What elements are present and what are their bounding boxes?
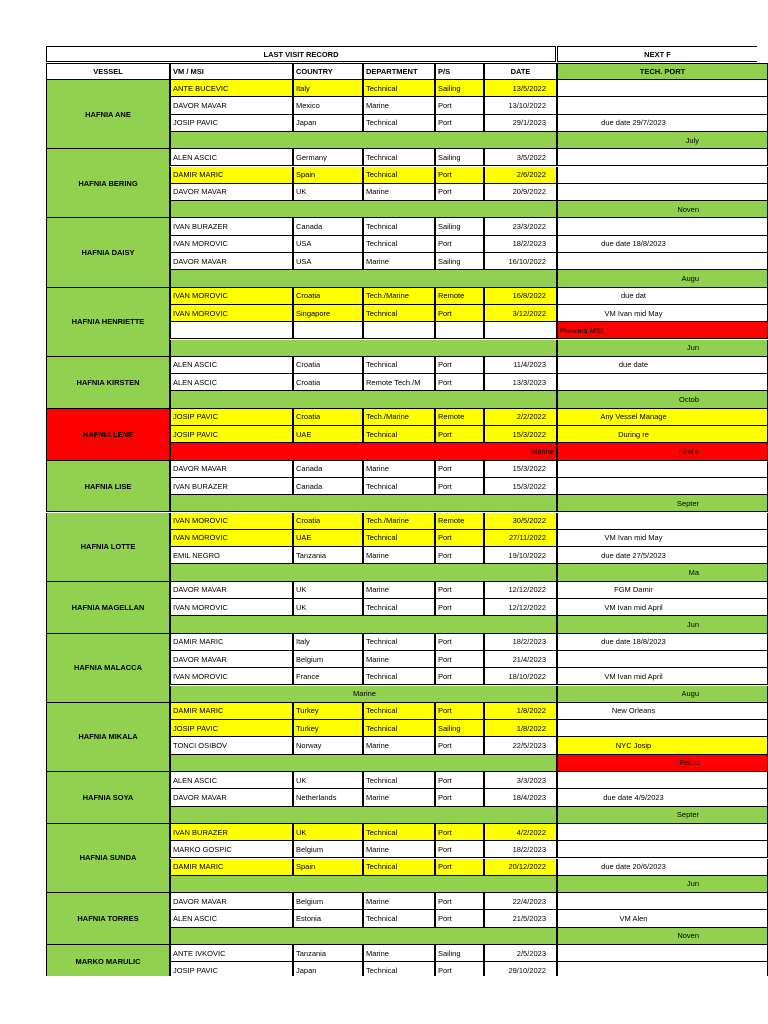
next-visit-month[interactable]: Jun xyxy=(557,616,768,633)
vm-msi-cell[interactable]: JOSIP PAVIC xyxy=(170,115,293,132)
department-cell[interactable]: Technical xyxy=(363,218,435,235)
column-header-ps: P/S xyxy=(435,63,484,80)
ps-cell[interactable] xyxy=(435,322,484,339)
ps-cell[interactable]: Port xyxy=(435,772,484,789)
next-visit-month[interactable]: Febru xyxy=(557,755,768,772)
country-cell[interactable]: Spain xyxy=(293,859,363,876)
date-cell[interactable]: 21/5/2023 xyxy=(484,910,557,927)
ps-cell[interactable]: Port xyxy=(435,841,484,858)
department-cell[interactable]: Technical xyxy=(363,357,435,374)
ps-cell[interactable]: Remote xyxy=(435,513,484,530)
department-cell[interactable]: Technical xyxy=(363,910,435,927)
next-visit-cell[interactable]: due date 27/5/2023 xyxy=(557,547,768,564)
vm-msi-cell[interactable]: IVAN MOROVIC xyxy=(170,513,293,530)
vm-msi-cell[interactable]: JOSIP PAVIC xyxy=(170,426,293,443)
next-visit-cell[interactable] xyxy=(557,97,768,114)
department-cell[interactable]: Marine xyxy=(363,461,435,478)
ps-cell[interactable]: Port xyxy=(435,703,484,720)
country-cell[interactable]: Germany xyxy=(293,149,363,166)
next-visit-cell[interactable]: due date 29/7/2023 xyxy=(557,115,768,132)
country-cell[interactable]: Japan xyxy=(293,115,363,132)
date-cell[interactable]: 30/5/2022 xyxy=(484,513,557,530)
vm-msi-cell[interactable]: DAVOR MAVAR xyxy=(170,97,293,114)
next-visit-cell[interactable] xyxy=(557,841,768,858)
date-cell[interactable]: 22/4/2023 xyxy=(484,893,557,910)
country-cell[interactable]: Japan xyxy=(293,962,363,976)
department-cell[interactable]: Tech./Marine xyxy=(363,409,435,426)
country-cell[interactable]: Estonia xyxy=(293,910,363,927)
next-visit-cell[interactable]: FGM Damir xyxy=(557,582,768,599)
vessel-footer-bar[interactable] xyxy=(170,807,557,824)
vm-msi-cell[interactable]: IVAN MOROVIC xyxy=(170,599,293,616)
vm-msi-cell[interactable]: DAMIR MARIC xyxy=(170,634,293,651)
vessel-name[interactable]: HAFNIA KIRSTEN xyxy=(46,357,170,409)
country-cell[interactable]: Belgium xyxy=(293,651,363,668)
next-visit-cell[interactable]: due date 18/8/2023 xyxy=(557,236,768,253)
vm-msi-cell[interactable]: DAVOR MAVAR xyxy=(170,893,293,910)
country-cell[interactable]: Croatia xyxy=(293,513,363,530)
date-cell[interactable]: 11/4/2023 xyxy=(484,357,557,374)
country-cell[interactable]: UAE xyxy=(293,530,363,547)
vessel-footer-bar[interactable]: Marine xyxy=(170,686,557,703)
next-visit-cell[interactable] xyxy=(557,374,768,391)
ps-cell[interactable]: Remote xyxy=(435,409,484,426)
department-cell[interactable]: Technical xyxy=(363,668,435,685)
vessel-name[interactable]: HAFNIA MIKALA xyxy=(46,703,170,772)
next-visit-cell[interactable] xyxy=(557,80,768,97)
vm-msi-cell[interactable]: JOSIP PAVIC xyxy=(170,962,293,976)
country-cell[interactable]: Mexico xyxy=(293,97,363,114)
next-visit-cell[interactable] xyxy=(557,824,768,841)
department-cell[interactable]: Marine xyxy=(363,789,435,806)
country-cell[interactable]: USA xyxy=(293,236,363,253)
vm-msi-cell[interactable]: EMIL NEGRO xyxy=(170,547,293,564)
next-visit-cell[interactable] xyxy=(557,772,768,789)
vm-msi-cell[interactable]: IVAN BURAZER xyxy=(170,824,293,841)
date-cell[interactable]: 2/5/2023 xyxy=(484,945,557,962)
next-visit-cell[interactable] xyxy=(557,149,768,166)
country-cell[interactable]: UK xyxy=(293,772,363,789)
date-cell[interactable]: 3/3/2023 xyxy=(484,772,557,789)
department-cell[interactable]: Marine xyxy=(363,841,435,858)
ps-cell[interactable]: Port xyxy=(435,184,484,201)
ps-cell[interactable]: Port xyxy=(435,668,484,685)
department-cell[interactable]: Technical xyxy=(363,478,435,495)
department-cell[interactable]: Technical xyxy=(363,115,435,132)
date-cell[interactable]: 3/5/2022 xyxy=(484,149,557,166)
department-cell[interactable]: Marine xyxy=(363,97,435,114)
next-visit-month[interactable]: Octob xyxy=(557,391,768,408)
next-visit-cell[interactable] xyxy=(557,962,768,976)
date-cell[interactable]: 29/10/2022 xyxy=(484,962,557,976)
vm-msi-cell[interactable]: JOSIP PAVIC xyxy=(170,409,293,426)
next-visit-cell[interactable]: During re xyxy=(557,426,768,443)
ps-cell[interactable]: Sailing xyxy=(435,80,484,97)
next-visit-cell[interactable]: VM Alen xyxy=(557,910,768,927)
next-visit-cell[interactable] xyxy=(557,651,768,668)
date-cell[interactable]: 18/2/2023 xyxy=(484,236,557,253)
department-cell[interactable]: Technical xyxy=(363,599,435,616)
next-visit-cell[interactable] xyxy=(557,218,768,235)
date-cell[interactable]: 18/2/2023 xyxy=(484,841,557,858)
vessel-footer-bar[interactable] xyxy=(170,928,557,945)
ps-cell[interactable]: Port xyxy=(435,910,484,927)
date-cell[interactable]: 18/10/2022 xyxy=(484,668,557,685)
date-cell[interactable]: 21/4/2023 xyxy=(484,651,557,668)
ps-cell[interactable]: Sailing xyxy=(435,945,484,962)
next-visit-cell[interactable]: VM Ivan mid May xyxy=(557,530,768,547)
department-cell[interactable]: Marine xyxy=(363,547,435,564)
vm-msi-cell[interactable]: IVAN MOROVIC xyxy=(170,530,293,547)
next-visit-cell[interactable] xyxy=(557,893,768,910)
vm-msi-cell[interactable]: IVAN MOROVIC xyxy=(170,668,293,685)
vm-msi-cell[interactable]: DAVOR MAVAR xyxy=(170,789,293,806)
next-visit-cell[interactable] xyxy=(557,461,768,478)
vm-msi-cell[interactable]: ALEN ASCIC xyxy=(170,357,293,374)
vessel-footer-bar[interactable] xyxy=(170,270,557,287)
country-cell[interactable]: Spain xyxy=(293,167,363,184)
vessel-footer-bar[interactable] xyxy=(170,132,557,149)
department-cell[interactable]: Marine xyxy=(363,184,435,201)
next-visit-month[interactable]: Jun xyxy=(557,340,768,357)
last-visit-record-title: LAST VISIT RECORD xyxy=(46,46,556,62)
next-visit-cell[interactable]: due date xyxy=(557,357,768,374)
department-cell[interactable]: Remote Tech./M xyxy=(363,374,435,391)
vm-msi-cell[interactable]: DAVOR MAVAR xyxy=(170,651,293,668)
column-header-department: DEPARTMENT xyxy=(363,63,435,80)
next-visit-cell[interactable] xyxy=(557,945,768,962)
vessel-footer-bar[interactable] xyxy=(170,201,557,218)
date-cell[interactable]: 22/5/2023 xyxy=(484,737,557,754)
column-header-vessel: VESSEL xyxy=(46,63,170,80)
next-visit-month[interactable]: July xyxy=(557,132,768,149)
department-cell[interactable]: Technical xyxy=(363,859,435,876)
country-cell[interactable]: Italy xyxy=(293,80,363,97)
vm-msi-cell[interactable]: TONCI OSIBOV xyxy=(170,737,293,754)
ps-cell[interactable]: Remote xyxy=(435,288,484,305)
vessel-name[interactable]: HAFNIA SOYA xyxy=(46,772,170,824)
ps-cell[interactable]: Port xyxy=(435,357,484,374)
vm-msi-cell[interactable]: DAVOR MAVAR xyxy=(170,582,293,599)
department-cell[interactable]: Technical xyxy=(363,530,435,547)
vessel-name[interactable]: HAFNIA DAISY xyxy=(46,218,170,287)
country-cell[interactable]: Croatia xyxy=(293,288,363,305)
department-cell[interactable]: Marine xyxy=(363,651,435,668)
column-header-vm_msi: VM / MSI xyxy=(170,63,293,80)
next-visit-cell[interactable]: New Orleans xyxy=(557,703,768,720)
vessel-footer-bar[interactable] xyxy=(170,340,557,357)
vm-msi-cell[interactable]: JOSIP PAVIC xyxy=(170,720,293,737)
vm-msi-cell[interactable]: ALEN ASCIC xyxy=(170,374,293,391)
ps-cell[interactable]: Sailing xyxy=(435,218,484,235)
vm-msi-cell[interactable]: DAVOR MAVAR xyxy=(170,253,293,270)
next-visit-month[interactable]: Septer xyxy=(557,807,768,824)
vessel-footer-bar[interactable] xyxy=(170,616,557,633)
country-cell[interactable]: Tanzania xyxy=(293,547,363,564)
ps-cell[interactable]: Port xyxy=(435,789,484,806)
country-cell[interactable]: Croatia xyxy=(293,357,363,374)
date-cell[interactable]: 19/10/2022 xyxy=(484,547,557,564)
department-cell[interactable]: Tech./Marine xyxy=(363,513,435,530)
date-cell[interactable] xyxy=(484,322,557,339)
ps-cell[interactable]: Port xyxy=(435,547,484,564)
country-cell[interactable]: Tanzania xyxy=(293,945,363,962)
next-visit-cell[interactable]: due dat xyxy=(557,288,768,305)
ps-cell[interactable]: Port xyxy=(435,824,484,841)
next-visit-month[interactable]: Noven xyxy=(557,928,768,945)
department-cell[interactable]: Technical xyxy=(363,167,435,184)
ps-cell[interactable]: Port xyxy=(435,115,484,132)
vm-msi-cell[interactable]: ALEN ASCIC xyxy=(170,149,293,166)
vessel-footer-bar[interactable] xyxy=(170,564,557,581)
department-cell[interactable]: Technical xyxy=(363,426,435,443)
country-cell[interactable]: Canada xyxy=(293,218,363,235)
date-cell[interactable]: 18/4/2023 xyxy=(484,789,557,806)
vm-msi-cell[interactable]: DAMIR MARIC xyxy=(170,703,293,720)
country-cell[interactable]: Norway xyxy=(293,737,363,754)
next-visit-cell[interactable] xyxy=(557,253,768,270)
department-cell[interactable]: Tech./Marine xyxy=(363,288,435,305)
date-cell[interactable]: 29/1/2023 xyxy=(484,115,557,132)
department-cell[interactable]: Technical xyxy=(363,772,435,789)
next-visit-cell[interactable]: due date 20/6/2023 xyxy=(557,859,768,876)
country-cell[interactable]: UK xyxy=(293,184,363,201)
vm-msi-cell[interactable]: ANTE BUCEVIC xyxy=(170,80,293,97)
vm-msi-cell[interactable]: IVAN MOROVIC xyxy=(170,288,293,305)
vm-msi-cell[interactable]: IVAN MOROVIC xyxy=(170,236,293,253)
vm-msi-cell[interactable]: IVAN MOROVIC xyxy=(170,305,293,322)
vm-msi-cell[interactable]: DAMIR MARIC xyxy=(170,167,293,184)
department-cell[interactable]: Technical xyxy=(363,824,435,841)
date-cell[interactable]: 13/3/2023 xyxy=(484,374,557,391)
date-cell[interactable]: 23/3/2022 xyxy=(484,218,557,235)
department-cell[interactable]: Technical xyxy=(363,305,435,322)
ps-cell[interactable]: Port xyxy=(435,737,484,754)
next-visit-cell[interactable]: Planned MSI xyxy=(557,322,768,339)
country-cell[interactable]: Croatia xyxy=(293,374,363,391)
country-cell[interactable]: Italy xyxy=(293,634,363,651)
ps-cell[interactable]: Port xyxy=(435,478,484,495)
vm-msi-cell[interactable]: ALEN ASCIC xyxy=(170,910,293,927)
date-cell[interactable]: 20/9/2022 xyxy=(484,184,557,201)
date-cell[interactable]: 12/12/2022 xyxy=(484,582,557,599)
country-cell[interactable]: UK xyxy=(293,582,363,599)
country-cell[interactable]: UAE xyxy=(293,426,363,443)
next-visit-cell[interactable] xyxy=(557,184,768,201)
ps-cell[interactable]: Port xyxy=(435,962,484,976)
ps-cell[interactable]: Port xyxy=(435,167,484,184)
ps-cell[interactable]: Port xyxy=(435,426,484,443)
vessel-footer-bar[interactable] xyxy=(170,391,557,408)
next-visit-cell[interactable] xyxy=(557,478,768,495)
department-cell[interactable]: Technical xyxy=(363,720,435,737)
vessel-name[interactable]: HAFNIA LISE xyxy=(46,461,170,513)
department-cell[interactable]: Technical xyxy=(363,703,435,720)
ps-cell[interactable]: Port xyxy=(435,582,484,599)
date-cell[interactable]: 3/12/2022 xyxy=(484,305,557,322)
date-cell[interactable]: 1/8/2022 xyxy=(484,703,557,720)
vessel-name[interactable]: HAFNIA TORRES xyxy=(46,893,170,945)
department-cell[interactable] xyxy=(363,322,435,339)
next-visit-cell[interactable] xyxy=(557,167,768,184)
vm-msi-cell[interactable]: DAVOR MAVAR xyxy=(170,184,293,201)
next-visit-month[interactable]: Augu xyxy=(557,686,768,703)
spreadsheet xyxy=(46,46,768,976)
department-cell[interactable]: Marine xyxy=(363,253,435,270)
next-visit-month[interactable]: First c xyxy=(557,443,768,460)
department-cell[interactable]: Technical xyxy=(363,962,435,976)
ps-cell[interactable]: Port xyxy=(435,374,484,391)
date-cell[interactable]: 20/12/2022 xyxy=(484,859,557,876)
vessel-name[interactable]: HAFNIA HENRIETTE xyxy=(46,288,170,357)
next-visit-month[interactable]: Augu xyxy=(557,270,768,287)
column-header-date: DATE xyxy=(484,63,557,80)
ps-cell[interactable]: Port xyxy=(435,634,484,651)
vm-msi-cell[interactable]: DAMIR MARIC xyxy=(170,859,293,876)
vessel-footer-bar[interactable] xyxy=(170,755,557,772)
department-cell[interactable]: Technical xyxy=(363,149,435,166)
vm-msi-cell[interactable]: IVAN BURAZER xyxy=(170,478,293,495)
column-header-country: COUNTRY xyxy=(293,63,363,80)
ps-cell[interactable]: Port xyxy=(435,530,484,547)
next-visit-cell[interactable]: due date 4/9/2023 xyxy=(557,789,768,806)
vm-msi-cell[interactable] xyxy=(170,322,293,339)
ps-cell[interactable]: Sailing xyxy=(435,720,484,737)
date-cell[interactable]: 16/10/2022 xyxy=(484,253,557,270)
vessel-name[interactable]: HAFNIA MAGELLAN xyxy=(46,582,170,634)
date-cell[interactable]: 13/10/2022 xyxy=(484,97,557,114)
vessel-name[interactable]: HAFNIA MALACCA xyxy=(46,634,170,703)
country-cell[interactable]: Netherlands xyxy=(293,789,363,806)
country-cell[interactable]: Canada xyxy=(293,461,363,478)
date-cell[interactable]: 18/2/2023 xyxy=(484,634,557,651)
vm-msi-cell[interactable]: IVAN BURAZER xyxy=(170,218,293,235)
date-cell[interactable]: 4/2/2022 xyxy=(484,824,557,841)
header-row-top xyxy=(46,46,766,63)
country-cell[interactable]: Turkey xyxy=(293,703,363,720)
date-cell[interactable]: 15/3/2022 xyxy=(484,461,557,478)
next-visit-cell[interactable]: VM Ivan mid May xyxy=(557,305,768,322)
country-cell[interactable]: Belgium xyxy=(293,893,363,910)
ps-cell[interactable]: Port xyxy=(435,599,484,616)
column-header-tech_port: TECH. PORT xyxy=(557,63,768,80)
department-cell[interactable]: Marine xyxy=(363,737,435,754)
department-cell[interactable]: Marine xyxy=(363,893,435,910)
next-visit-month[interactable]: Jun xyxy=(557,876,768,893)
country-cell[interactable]: UK xyxy=(293,824,363,841)
ps-cell[interactable]: Port xyxy=(435,461,484,478)
ps-cell[interactable]: Sailing xyxy=(435,253,484,270)
vessel-footer-bar[interactable] xyxy=(170,495,557,512)
department-cell[interactable]: Marine xyxy=(363,582,435,599)
vessel-footer-bar[interactable] xyxy=(170,876,557,893)
vm-msi-cell[interactable]: ANTE IVKOVIC xyxy=(170,945,293,962)
next-visit-cell[interactable]: Any Vessel Manage xyxy=(557,409,768,426)
vessel-name[interactable]: HAFNIA LOTTE xyxy=(46,513,170,582)
date-cell[interactable]: 15/3/2022 xyxy=(484,426,557,443)
department-cell[interactable]: Technical xyxy=(363,634,435,651)
country-cell[interactable]: France xyxy=(293,668,363,685)
date-cell[interactable]: 2/2/2022 xyxy=(484,409,557,426)
next-visit-month[interactable]: Septer xyxy=(557,495,768,512)
date-cell[interactable]: 1/8/2022 xyxy=(484,720,557,737)
date-cell[interactable]: 13/5/2022 xyxy=(484,80,557,97)
vessel-footer-bar[interactable]: Marine xyxy=(170,443,557,460)
next-visit-cell[interactable]: NYC Josip xyxy=(557,737,768,754)
next-visit-month[interactable]: Noven xyxy=(557,201,768,218)
vessel-name[interactable]: HAFNIA LENE xyxy=(46,409,170,461)
ps-cell[interactable]: Sailing xyxy=(435,149,484,166)
vessel-name[interactable]: HAFNIA ANE xyxy=(46,80,170,149)
vm-msi-cell[interactable]: ALEN ASCIC xyxy=(170,772,293,789)
ps-cell[interactable]: Port xyxy=(435,236,484,253)
vm-msi-cell[interactable]: DAVOR MAVAR xyxy=(170,461,293,478)
country-cell[interactable]: Canada xyxy=(293,478,363,495)
date-cell[interactable]: 16/8/2022 xyxy=(484,288,557,305)
vm-msi-cell[interactable]: MARKO GOSPIC xyxy=(170,841,293,858)
next-visit-cell[interactable] xyxy=(557,513,768,530)
ps-cell[interactable]: Port xyxy=(435,893,484,910)
next-visit-title: NEXT F xyxy=(557,46,757,62)
country-cell[interactable]: Singapore xyxy=(293,305,363,322)
country-cell[interactable]: Belgium xyxy=(293,841,363,858)
country-cell[interactable]: Turkey xyxy=(293,720,363,737)
next-visit-cell[interactable]: VM Ivan mid April xyxy=(557,599,768,616)
department-cell[interactable]: Technical xyxy=(363,80,435,97)
ps-cell[interactable]: Port xyxy=(435,97,484,114)
next-visit-month[interactable]: Ma xyxy=(557,564,768,581)
department-cell[interactable]: Technical xyxy=(363,236,435,253)
next-visit-cell[interactable] xyxy=(557,720,768,737)
country-cell[interactable]: Croatia xyxy=(293,409,363,426)
vessel-name[interactable]: MARKO MARULIC xyxy=(46,945,170,976)
date-cell[interactable]: 27/11/2022 xyxy=(484,530,557,547)
vessel-name[interactable]: HAFNIA BERING xyxy=(46,149,170,218)
country-cell[interactable]: USA xyxy=(293,253,363,270)
department-cell[interactable]: Marine xyxy=(363,945,435,962)
next-visit-cell[interactable]: due date 18/8/2023 xyxy=(557,634,768,651)
country-cell[interactable]: UK xyxy=(293,599,363,616)
date-cell[interactable]: 12/12/2022 xyxy=(484,599,557,616)
ps-cell[interactable]: Port xyxy=(435,305,484,322)
vessel-name[interactable]: HAFNIA SUNDA xyxy=(46,824,170,893)
date-cell[interactable]: 15/3/2022 xyxy=(484,478,557,495)
next-visit-cell[interactable]: VM Ivan mid April xyxy=(557,668,768,685)
ps-cell[interactable]: Port xyxy=(435,651,484,668)
date-cell[interactable]: 2/6/2022 xyxy=(484,167,557,184)
country-cell[interactable] xyxy=(293,322,363,339)
ps-cell[interactable]: Port xyxy=(435,859,484,876)
